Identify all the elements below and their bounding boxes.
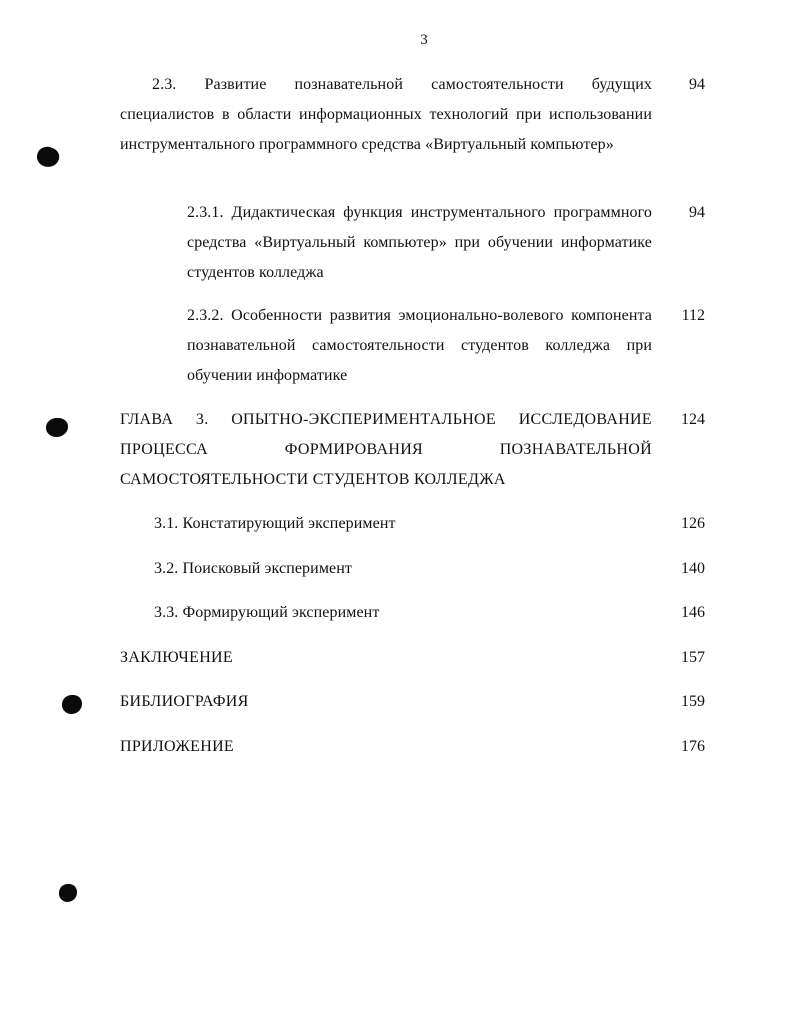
toc-entry-title: 3.2. Поисковый эксперимент [154,560,352,577]
toc-entry-page: 157 [681,649,705,666]
punch-hole-blot [34,144,62,170]
toc-entry-page: 124 [681,411,705,428]
toc-entry-page: 140 [681,560,705,577]
toc-entry-title: ПРИЛОЖЕНИЕ [120,738,235,755]
toc-entry-page: 159 [681,693,705,710]
toc-entry-page: 94 [689,204,705,221]
toc-entry-page: 146 [681,604,705,621]
toc-entry-title: 2.3. Развитие познавательной самостоятельности будущих специалистов в области информационных технологий при использовании инструментального программного средства «Виртуальный компьютер» [120,76,652,153]
toc-entry-page: 112 [681,307,705,324]
toc-entry-title: ГЛАВА 3. ОПЫТНО-ЭКСПЕРИМЕНТАЛЬНОЕ ИССЛЕДОВАНИЕ ПРОЦЕССА ФОРМИРОВАНИЯ ПОЗНАВАТЕЛЬНОЙ САМОСТОЯТЕЛЬНОСТИ СТУДЕНТОВ КОЛЛЕДЖА [120,411,652,488]
toc-entry-title: 3.3. Формирующий эксперимент [154,604,380,621]
toc-entry-title: БИБЛИОГРАФИЯ [120,693,249,710]
toc-entry-page: 94 [689,76,705,93]
punch-hole-blot [59,884,77,902]
toc-entry-title: 2.3.1. Дидактическая функция инструментального программного средства «Виртуальный компьютер» при обучении информатике студентов колледжа [187,204,652,281]
toc-entry-title: 3.1. Констатирующий эксперимент [154,515,396,532]
page-number: 3 [420,32,428,48]
toc-entry-page: 126 [681,515,705,532]
toc-entry-title: ЗАКЛЮЧЕНИЕ [120,649,233,666]
toc-entry-page: 176 [681,738,705,755]
toc-entry-title: 2.3.2. Особенности развития эмоционально-волевого компонента познавательной самостоятельности студентов колледжа при обучении информатике [187,307,652,384]
